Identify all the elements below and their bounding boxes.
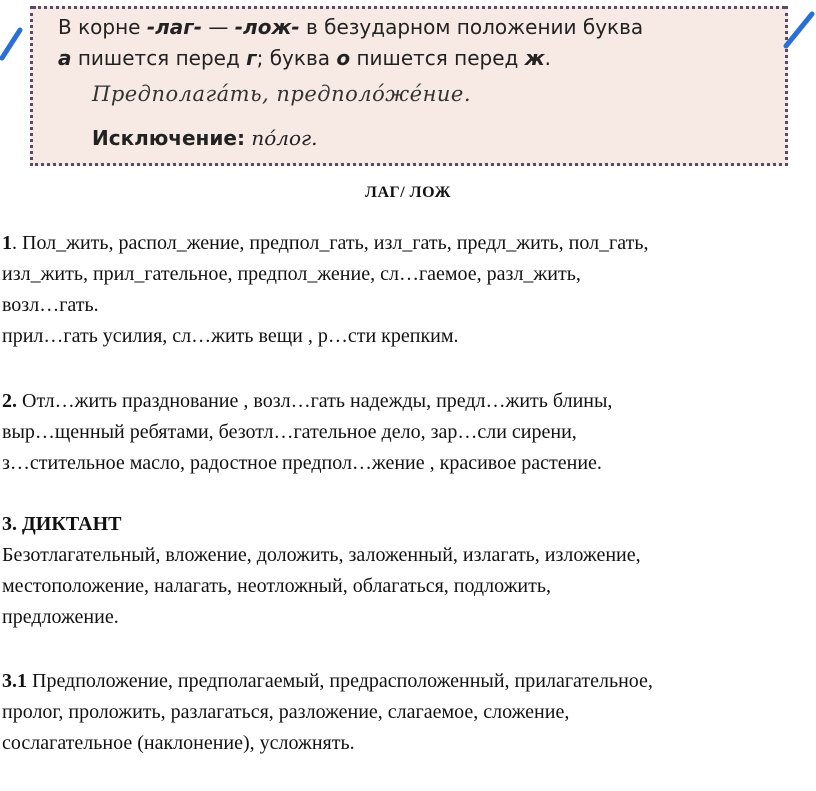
rule-exception xyxy=(92,126,317,150)
rule-text-part: в безударном положении буква xyxy=(299,15,644,39)
exercise-line: выр…щенный ребятами, безотл…гательное дело, зар…сли сирени, xyxy=(2,421,577,443)
exercise-title: 3. ДИКТАНТ xyxy=(2,513,122,535)
root-lozh: -лож- xyxy=(234,15,300,39)
exercise-number: 3.1 xyxy=(2,670,27,692)
exception-label: Исключение: xyxy=(92,126,245,150)
letter-o: о xyxy=(336,46,351,70)
exercise-line: местоположение, налагать, неотложный, облагаться, подложить, xyxy=(2,575,551,597)
exercise-2 xyxy=(2,386,802,479)
rule-example: Предполага́ть, предполо́же́ние. xyxy=(92,82,472,106)
rule-text xyxy=(58,12,778,74)
rule-text-part: В корне xyxy=(58,15,147,39)
rule-text-part: . xyxy=(544,46,551,70)
exercise-text: Предположение, предполагаемый, предрасположенный, прилагательное, xyxy=(27,670,653,692)
exercise-1 xyxy=(2,228,802,352)
exercise-line: предложение. xyxy=(2,606,119,628)
exercise-line: сослагательное (наклонение), усложнять. xyxy=(2,732,355,754)
exercise-number: 1 xyxy=(2,232,12,254)
exercise-line: возл…гать. xyxy=(2,294,99,316)
page-title: ЛАГ/ ЛОЖ xyxy=(365,184,451,201)
exercise-line xyxy=(2,228,802,259)
exercise-line: Безотлагательный, вложение, доложить, заложенный, излагать, изложение, xyxy=(2,544,641,566)
letter-g: г xyxy=(246,46,257,70)
pencil-right-icon xyxy=(778,4,816,54)
exercise-3-1 xyxy=(2,666,802,759)
exercise-line: изл_жить, прил_гательное, предпол_жение, сл…гаемое, разл_жить, xyxy=(2,263,581,285)
rule-text-part: ; буква xyxy=(256,46,337,70)
rule-text-part: пишется перед xyxy=(71,46,247,70)
rule-box-top-border xyxy=(33,6,785,9)
exercise-text: . Пол_жить, распол_жение, предпол_гать, изл_гать, предл_жить, пол_гать, xyxy=(12,232,649,254)
exercise-line: прил…гать усилия, сл…жить вещи , р…сти крепким. xyxy=(2,325,459,347)
letter-zh: ж xyxy=(524,46,545,70)
rule-dash: — xyxy=(202,15,235,39)
rule-line-2 xyxy=(58,43,778,74)
exercise-line xyxy=(2,386,802,417)
exercise-number: 2. xyxy=(2,390,17,412)
pencil-left-icon xyxy=(0,24,24,64)
exercise-line xyxy=(2,666,802,697)
rule-text-part: пишется перед xyxy=(350,46,525,70)
exercise-line: з…стительное масло, радостное предпол…жение , красивое растение. xyxy=(2,452,602,474)
rule-line-1 xyxy=(58,12,778,43)
exercise-line: пролог, проложить, разлагаться, разложение, слагаемое, сложение, xyxy=(2,701,570,723)
root-lag: -лаг- xyxy=(146,15,203,39)
letter-a: а xyxy=(58,46,72,70)
exercise-3 xyxy=(2,509,802,633)
exercise-text: Отл…жить празднование , возл…гать надежды, предл…жить блины, xyxy=(17,390,613,412)
exception-word: по́лог. xyxy=(251,126,318,150)
